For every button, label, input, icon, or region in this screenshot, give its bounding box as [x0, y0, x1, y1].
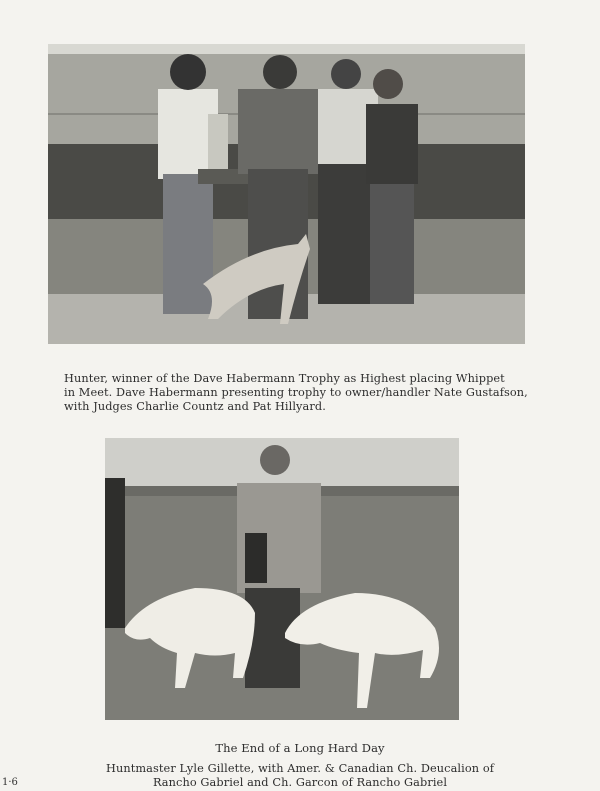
- caption-line: Huntmaster Lyle Gillette, with Amer. & Canadian Ch. Deucalion of: [106, 762, 494, 775]
- bottom-photo-title: The End of a Long Hard Day: [215, 741, 385, 755]
- caption-line: with Judges Charlie Countz and Pat Hillyard.: [64, 400, 326, 413]
- page-number: 1·6: [2, 777, 18, 788]
- caption-line: Rancho Gabriel and Ch. Garcon of Rancho Gabriel: [152, 776, 448, 789]
- photo-trophy-presentation: [48, 44, 525, 344]
- caption-line: in Meet. Dave Habermann presenting trophy to owner/handler Nate Gustafson,: [64, 386, 528, 399]
- top-photo-caption: [64, 372, 544, 414]
- bottom-photo-caption: [60, 762, 540, 790]
- photo-huntmaster-with-borzois: [105, 438, 459, 720]
- caption-line: Hunter, winner of the Dave Habermann Trophy as Highest placing Whippet: [64, 372, 505, 385]
